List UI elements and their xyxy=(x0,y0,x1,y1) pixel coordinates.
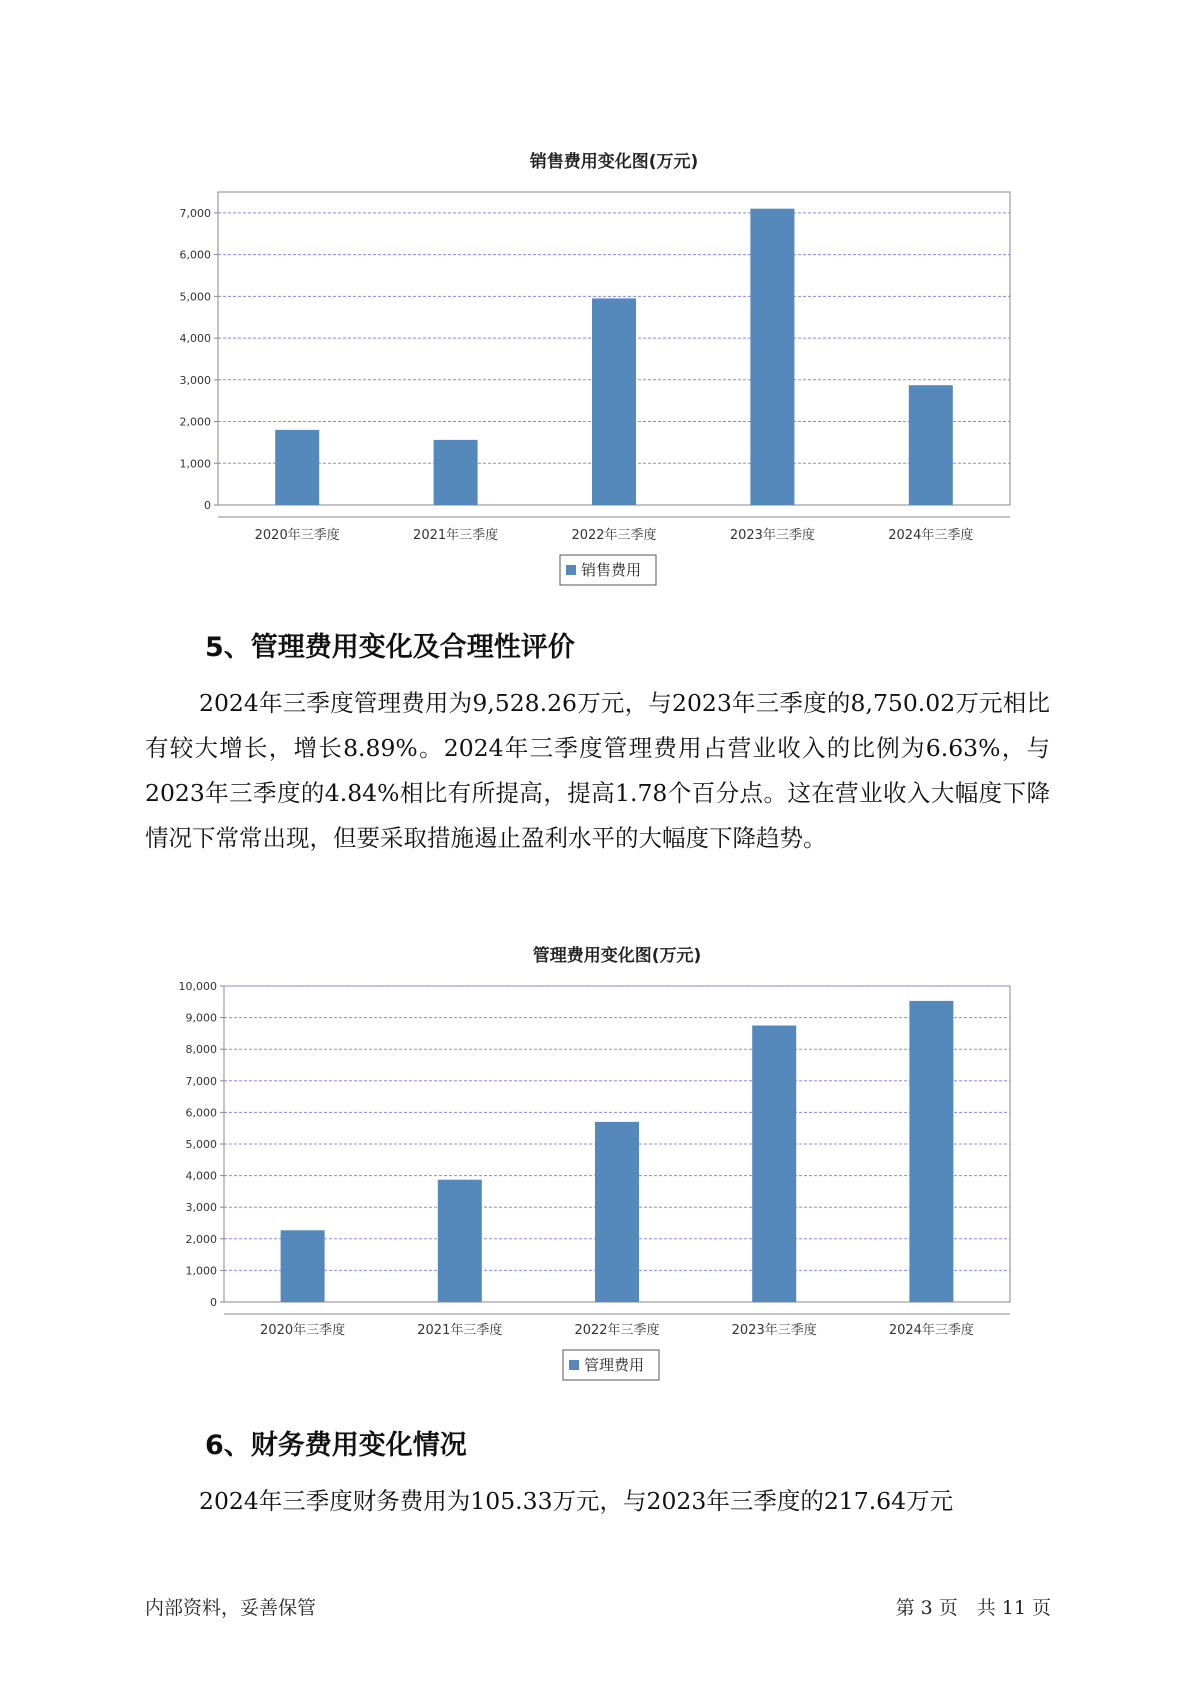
legend-label: 管理费用 xyxy=(584,1356,645,1374)
footer-confidential-note: 内部资料，妥善保管 xyxy=(145,1597,317,1619)
x-category-label: 2020年三季度 xyxy=(254,528,340,543)
x-category-label: 2024年三季度 xyxy=(888,1323,974,1338)
x-category-label: 2024年三季度 xyxy=(888,528,974,543)
x-category-label: 2021年三季度 xyxy=(413,528,499,543)
y-tick-label: 5,000 xyxy=(179,290,211,304)
y-tick-label: 1,000 xyxy=(185,1264,217,1278)
section5-heading: 5、管理费用变化及合理性评价 xyxy=(205,632,575,663)
y-tick-label: 5,000 xyxy=(185,1138,217,1151)
bar xyxy=(909,1001,953,1302)
legend-label: 销售费用 xyxy=(581,561,642,579)
y-tick-label: 0 xyxy=(204,499,211,512)
x-category-label: 2021年三季度 xyxy=(417,1323,503,1338)
y-tick-label: 4,000 xyxy=(185,1169,217,1183)
y-tick-label: 4,000 xyxy=(179,332,211,346)
section6-paragraph: 2024年三季度财务费用为105.33万元，与2023年三季度的217.64万元 xyxy=(199,1487,954,1515)
y-tick-label: 6,000 xyxy=(185,1106,217,1120)
y-tick-label: 1,000 xyxy=(179,457,211,471)
x-category-label: 2023年三季度 xyxy=(729,528,815,543)
chart-title: 管理费用变化图(万元) xyxy=(532,946,702,966)
x-category-label: 2022年三季度 xyxy=(574,1323,660,1338)
y-tick-label: 8,000 xyxy=(185,1043,217,1057)
y-tick-label: 3,000 xyxy=(179,373,211,387)
y-tick-label: 9,000 xyxy=(185,1011,217,1025)
bar xyxy=(752,1025,796,1302)
legend-swatch xyxy=(569,1360,579,1370)
section6-heading: 6、财务费用变化情况 xyxy=(205,1430,467,1461)
x-category-label: 2022年三季度 xyxy=(571,528,657,543)
y-tick-label: 3,000 xyxy=(185,1201,217,1215)
chart-title: 销售费用变化图(万元) xyxy=(529,152,699,172)
bar xyxy=(281,1230,325,1302)
y-tick-label: 0 xyxy=(210,1296,217,1309)
bar xyxy=(595,1122,639,1302)
section5-paragraph: 2024年三季度管理费用为9,528.26万元，与2023年三季度的8,750.02万元相比有较大增长，增长8.89%。2024年三季度管理费用占营业收入的比例为6.63%，与2023年三季度的4.84%相比有所提高，提高1.78个百分点。这在营业收入大幅度下降情况下常常出现，但要采取措施遏止盈利水平的大幅度下降趋势。 xyxy=(145,689,1050,852)
y-tick-label: 2,000 xyxy=(185,1232,217,1246)
x-category-label: 2020年三季度 xyxy=(260,1323,346,1338)
y-tick-label: 7,000 xyxy=(185,1074,217,1088)
bar xyxy=(438,1180,482,1302)
x-category-label: 2023年三季度 xyxy=(731,1323,817,1338)
y-tick-label: 10,000 xyxy=(178,980,217,993)
y-tick-label: 2,000 xyxy=(179,415,211,429)
footer-page-number: 第 3 页 共 11 页 xyxy=(895,1597,1051,1619)
y-tick-label: 6,000 xyxy=(179,248,211,262)
y-tick-label: 7,000 xyxy=(179,206,211,220)
